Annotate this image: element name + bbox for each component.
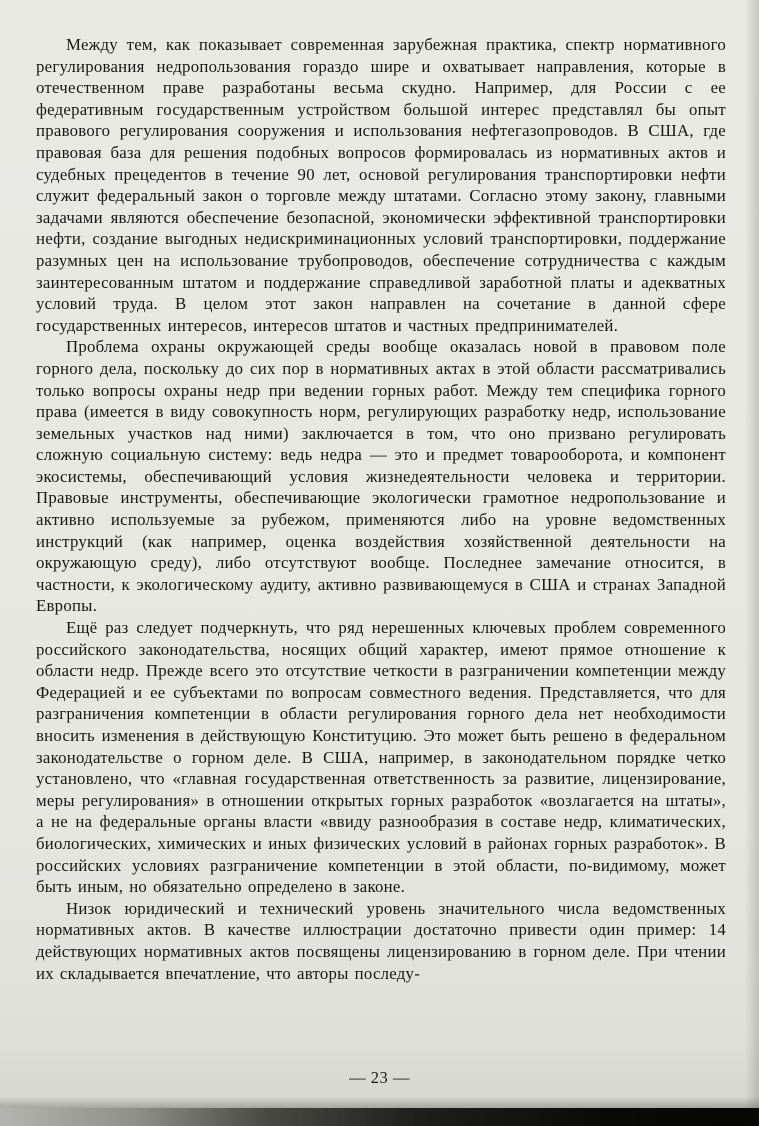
- page-number: — 23 —: [349, 1068, 410, 1087]
- scan-edge-bottom-band: [0, 1108, 759, 1126]
- scan-edge-shadow: [0, 1097, 759, 1109]
- paragraph-normative-acts-level: Низок юридический и технический уровень значительного числа ведомственных нормативных актов. В качестве иллюстрации достаточно привести один пример: 14 действующих нормативных актов посвящены лицензированию в горном деле. При чтении их складывается впечатление, что авторы последу-: [36, 898, 726, 983]
- paragraph-legislation-problems: Ещё раз следует подчеркнуть, что ряд нерешенных ключевых проблем современного российского законодательства, носящих общий характер, имеют прямое отношение к области недр. Прежде всего это отсутствие четкости в разграничении компетенции между Федерацией и ее субъектами по вопросам совместного ведения. Представляется, что для разграничения компетенции в области регулирования горного дела нет необходимости вносить изменения в действующую Конституцию. Это может быть решено в федеральном законодательстве о горном деле. В США, например, в законодательном порядке четко установлено, что «главная государственная ответственность за развитие, лицензирование, меры регулирования» в отношении открытых горных разработок «возлагается на штаты», а не на федеральные органы власти «ввиду разнообразия в составе недр, климатических, биологических, химических и иных физических условий в районах горных разработок». В российских условиях разграничение компетенции в этой области, по-видимому, может быть иным, но обязательно определено в законе.: [36, 618, 726, 897]
- paragraph-environment-protection: Проблема охраны окружающей среды вообще оказалась новой в правовом поле горного дела, поскольку до сих пор в нормативных актах в этой области рассматривались только вопросы охраны недр при ведении горных работ. Между тем специфика горного права (имеется в виду совокупность норм, регулирующих разработку недр, использование земельных участков над ними) заключается в том, что оно призвано регулировать сложную социальную систему: ведь недра — это и предмет товарооборота, и компонент экосистемы, обеспечивающий условия жизнедеятельности человека и территории. Правовые инструменты, обеспечивающие экологически грамотное недропользование и активно используемые за рубежом, применяются либо на уровне ведомственных инструкций (как например, оценка воздействия хозяйственной деятельности на окружающую среду), либо отсутствуют вообще. Последнее замечание относится, в частности, к экологическому аудиту, активно развивающемуся в США и странах Западной Европы.: [36, 337, 726, 616]
- paragraph-foreign-practice: Между тем, как показывает современная зарубежная практика, спектр нормативного регулирования недропользования гораздо шире и охватывает направления, которые в отечественном праве разработаны весьма скудно. Например, для России с ее федеративным государственным устройством большой интерес представлял бы опыт правового регулирования сооружения и использования нефтегазопроводов. В США, где правовая база для решения подобных вопросов формировалась из нормативных актов и судебных прецедентов в течение 90 лет, основой регулирования транспортировки нефти служит федеральный закон о торговле между штатами. Согласно этому закону, главными задачами являются обеспечение безопасной, экономически эффективной транспортировки нефти, создание выгодных недискриминационных условий транспортировки, поддержание разумных цен на использование трубопроводов, обеспечение сотрудничества с каждым заинтересованным штатом и поддержание справедливой заработной платы и адекватных условий труда. В целом этот закон направлен на сочетание в данной сфере государственных интересов, интересов штатов и частных предпринимателей.: [36, 35, 726, 335]
- page-text-block: [36, 34, 726, 984]
